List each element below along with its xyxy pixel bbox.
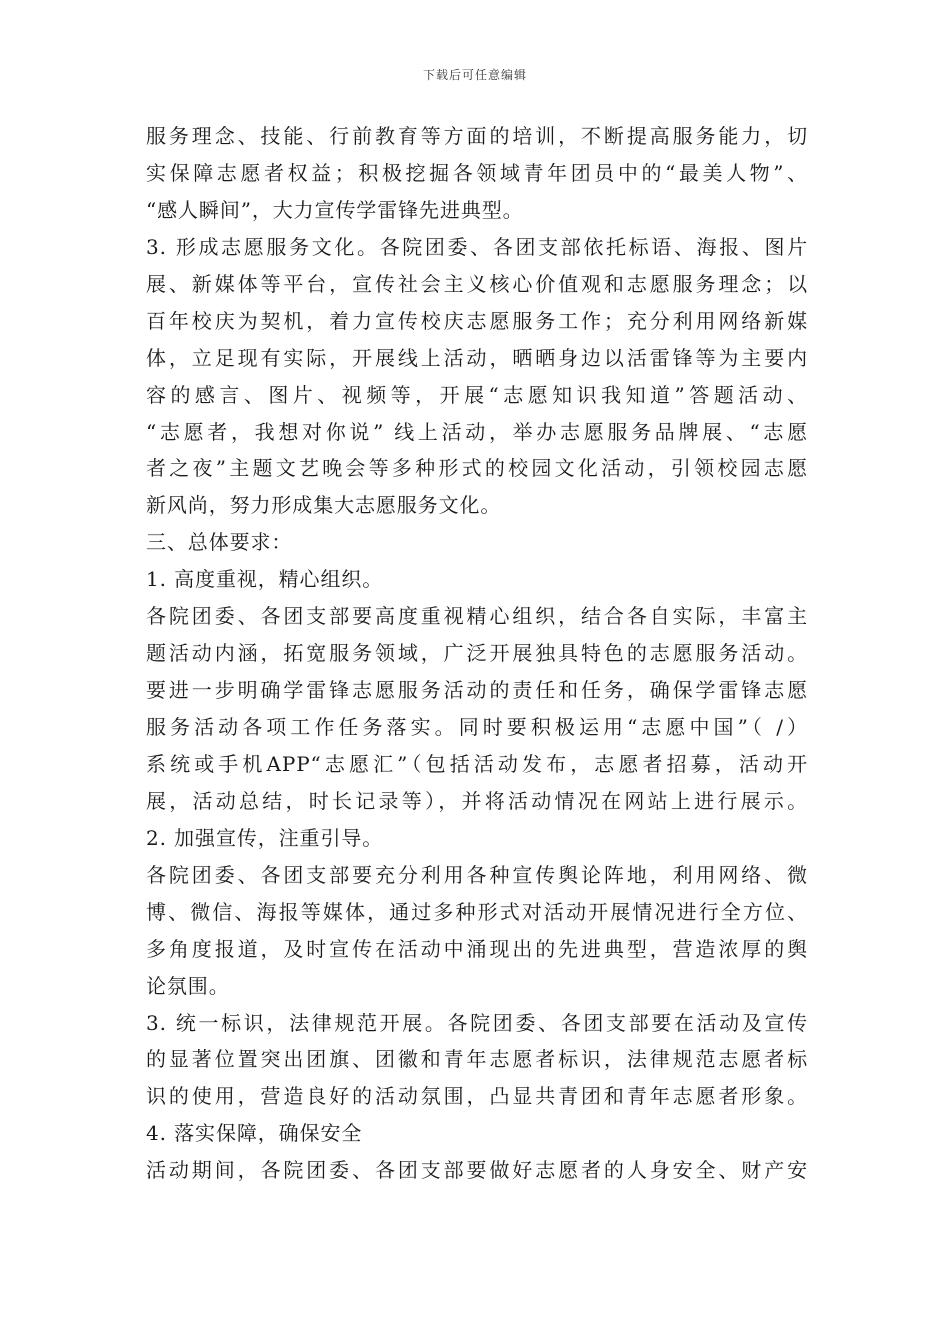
text-line: 识的使用，营造良好的活动氛围，凸显共青团和青年志愿者形象。 (146, 1084, 808, 1109)
text-line: 1. 高度重视，精心组织。 (146, 567, 384, 592)
text-line: 4. 落实保障，确保安全 (146, 1121, 363, 1146)
text-line: 各院团委、各团支部要充分利用各种宣传舆论阵地，利用网络、微 (146, 862, 808, 887)
text-line: 三、总体要求： (146, 530, 293, 555)
text-line: 服务理念、技能、行前教育等方面的培训，不断提高服务能力，切 (146, 124, 808, 148)
text-line: 系统或手机APP“志愿汇”（包括活动发布，志愿者招募，活动开 (146, 751, 808, 776)
text-line: 3. 统一标识，法律规范开展。各院团委、各团支部要在活动及宣传 (146, 1010, 808, 1035)
text-line: 3. 形成志愿服务文化。各院团委、各团支部依托标语、海报、图片 (146, 234, 808, 259)
text-line: 的显著位置突出团旗、团徽和青年志愿者标识，法律规范志愿者标 (146, 1047, 808, 1072)
text-line: 活动期间，各院团委、各团支部要做好志愿者的人身安全、财产安 (146, 1158, 808, 1183)
text-line: 展、新媒体等平台，宣传社会主义核心价值观和志愿服务理念；以 (146, 271, 808, 296)
text-line: 博、微信、海报等媒体，通过多种形式对活动开展情况进行全方位、 (146, 899, 808, 924)
page-header: 下载后可任意编辑 (422, 68, 527, 82)
text-line: 题活动内涵，拓宽服务领域，广泛开展独具特色的志愿服务活动。 (146, 641, 808, 666)
document-body (146, 118, 808, 1189)
text-line: 体，立足现有实际，开展线上活动，晒晒身边以活雷锋等为主要内 (146, 345, 808, 370)
text-line: 多角度报道，及时宣传在活动中涌现出的先进典型，营造浓厚的舆 (146, 936, 808, 961)
text-line: 要进一步明确学雷锋志愿服务活动的责任和任务，确保学雷锋志愿 (146, 678, 808, 703)
text-line: 论氛围。 (146, 973, 230, 998)
text-line: 各院团委、各团支部要高度重视精心组织，结合各自实际，丰富主 (146, 604, 808, 629)
text-line: 容的感言、图片、视频等，开展“志愿知识我知道”答题活动、 (146, 382, 808, 407)
text-line: “志愿者，我想对你说” 线上活动，举办志愿服务品牌展、“志愿 (146, 419, 808, 444)
text-line: 实保障志愿者权益；积极挖掘各领域青年团员中的“最美人物”、 (146, 160, 808, 185)
text-line: 者之夜”主题文艺晚会等多种形式的校园文化活动，引领校园志愿 (146, 456, 808, 481)
text-line: 展，活动总结，时长记录等），并将活动情况在网站上进行展示。 (146, 788, 808, 813)
text-line: 2. 加强宣传，注重引导。 (146, 825, 384, 850)
text-line: 服务活动各项工作任务落实。同时要积极运用“志愿中国”（ /） (146, 715, 808, 739)
text-line: “感人瞬间”，大力宣传学雷锋先进典型。 (146, 197, 524, 222)
text-line: 百年校庆为契机，着力宣传校庆志愿服务工作；充分利用网络新媒 (146, 308, 808, 333)
text-line: 新风尚，努力形成集大志愿服务文化。 (146, 493, 502, 518)
